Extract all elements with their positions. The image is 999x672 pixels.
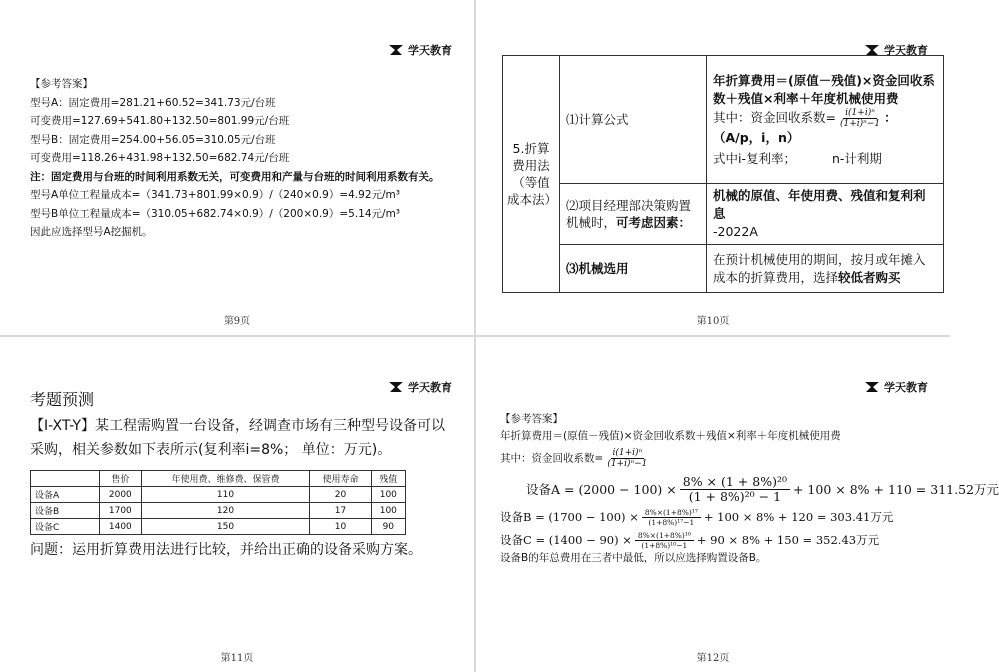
question-text: 【Ⅰ-XT-Y】某工程需购置一台设备，经调查市场有三种型号设备可以采购，相关参数如下表所示(复利率i=8%； 单位：万元)。 <box>30 418 446 458</box>
answer-conclusion: 因此应选择型号A挖掘机。 <box>30 226 153 238</box>
fraction-denominator: (1+8%)¹⁷−1 <box>648 518 695 527</box>
section-title: 考题预测 <box>30 390 95 409</box>
table-cell: 110 <box>141 487 310 503</box>
brand-logo-text: 学天教育 <box>408 381 452 394</box>
fraction-numerator: i(1+i)ⁿ <box>845 107 875 118</box>
brand-logo <box>388 379 452 395</box>
fraction-denominator: (1+i)ⁿ−1 <box>607 459 648 469</box>
fraction-numerator: i(1+i)ⁿ <box>612 448 643 458</box>
table-row <box>503 245 944 293</box>
table-cell: 10 <box>310 519 371 535</box>
question-ask: 问题：运用折算费用法进行比较，并给出正确的设备采购方案。 <box>30 542 422 558</box>
page-12 <box>476 337 999 672</box>
answer-line: 型号B：固定费用=254.00+56.05=310.05元/台班 <box>30 133 276 146</box>
table-cell: 120 <box>141 503 310 519</box>
answer-heading: 【参考答案】 <box>500 413 563 425</box>
coef-notation: ：（A/p，i，n） <box>713 109 897 145</box>
brand-logo-icon <box>864 381 880 393</box>
equation-rhs: + 100 × 8% + 120 = 303.41万元 <box>703 510 894 524</box>
table-cell: 20 <box>310 487 371 503</box>
brand-logo <box>388 42 452 58</box>
header-cell: 售价 <box>100 471 142 487</box>
equation-fraction <box>635 531 694 550</box>
method-table <box>502 55 944 293</box>
table-cell: 17 <box>310 503 371 519</box>
brand-logo-text: 学天教育 <box>884 381 928 394</box>
equation-rhs: + 90 × 8% + 150 = 352.43万元 <box>696 533 880 547</box>
table-cell: 100 <box>371 503 405 519</box>
coef-label: 其中：资金回收系数= <box>500 452 604 465</box>
fraction-denominator: (1 + 8%)²⁰ − 1 <box>688 489 782 504</box>
page-number: 第10页 <box>696 316 730 327</box>
unit-cost-a: 型号A单位工程量成本=（341.73+801.99×0.9）/（240×0.9）=4.92元/m³ <box>30 189 400 201</box>
factors-label: ⑵项目经理部决策购置机械时， <box>566 198 692 230</box>
equation-fraction <box>680 475 790 504</box>
brand-logo-icon <box>388 381 404 393</box>
page-number: 第11页 <box>220 653 254 664</box>
coef-fraction <box>838 108 882 129</box>
header-cell <box>31 471 100 487</box>
equation-rhs: + 100 × 8% + 110 = 311.52万元 <box>792 482 999 497</box>
answer-note: 注：固定费用与台班的时间利用系数无关，可变费用和产量与台班的时间利用系数有关。 <box>30 170 440 183</box>
table-cell: 设备A <box>31 487 100 503</box>
table-row <box>503 184 944 245</box>
table-header-row <box>31 471 406 487</box>
factors-label-bold: 可考虑因素： <box>616 215 692 230</box>
page-number: 第12页 <box>696 653 730 664</box>
table-cell: 100 <box>371 487 405 503</box>
selection-text: 在预计机械使用的期间，按月或年摊入成本的折算费用，选择 <box>713 251 926 285</box>
answer-conclusion: 设备B的年总费用在三者中最低，所以应选择购置设备B。 <box>500 552 767 564</box>
table-cell: 设备C <box>31 519 100 535</box>
equation-lhs: 设备A = (2000 − 100) × <box>526 482 677 497</box>
equation-b <box>500 508 940 527</box>
equation-fraction <box>642 508 701 527</box>
legend-n: n-计利期 <box>831 150 882 166</box>
fraction-denominator: (1+i)ⁿ−1 <box>839 118 881 129</box>
answer-line: 可变费用=118.26+431.98+132.50=682.74元/台班 <box>30 152 290 164</box>
table-row <box>31 487 406 503</box>
recovery-coefficient <box>500 448 940 469</box>
brand-logo-text: 学天教育 <box>408 44 452 57</box>
brand-logo-icon <box>388 44 404 56</box>
brand-logo-text: 学天教育 <box>884 44 928 57</box>
answer-line: 可变费用=127.69+541.80+132.50=801.99元/台班 <box>30 115 290 127</box>
table-cell: 设备B <box>31 503 100 519</box>
page-9 <box>0 0 474 335</box>
table-row <box>503 56 944 184</box>
variable-legend <box>713 150 937 168</box>
equation-c <box>500 531 940 550</box>
page-11 <box>0 337 474 672</box>
brand-logo <box>864 379 928 395</box>
equation-lhs: 设备B = (1700 − 100) × <box>500 510 639 524</box>
exam-year: -2022A <box>713 224 758 239</box>
formula-text: 年折算费用＝(原值－残值)×资金回收系数＋残值×利率＋年度机械使用费 <box>500 430 841 442</box>
answer-line: 型号A：固定费用=281.21+60.52=341.73元/台班 <box>30 96 276 109</box>
header-cell: 年使用费、维修费、保管费 <box>141 471 310 487</box>
fraction-numerator: 8%×(1+8%)¹⁷ <box>642 508 701 518</box>
unit-cost-b: 型号B单位工程量成本=（310.05+682.74×0.9）/（200×0.9）=5.14元/m³ <box>30 207 401 220</box>
fraction-numerator: 8%×(1+8%)¹⁰ <box>635 531 694 541</box>
recovery-coefficient <box>713 108 937 147</box>
formula-cell <box>707 56 944 184</box>
equipment-table <box>30 470 406 535</box>
answer-line: 【参考答案】 <box>30 78 93 90</box>
row-label-formula: ⑴计算公式 <box>560 56 707 184</box>
page-number: 第9页 <box>223 316 251 327</box>
selection-cell <box>707 245 944 293</box>
table-cell: 1400 <box>100 519 142 535</box>
method-name-cell: 5.折算费用法（等值成本法） <box>503 56 560 293</box>
header-cell: 使用寿命 <box>310 471 371 487</box>
table-row <box>31 519 406 535</box>
coef-fraction <box>605 448 649 469</box>
fraction-denominator: (1+8%)¹⁰−1 <box>641 541 688 550</box>
table-cell: 1700 <box>100 503 142 519</box>
selection-text-bold: 较低者购买 <box>838 269 901 285</box>
table-cell: 150 <box>141 519 310 535</box>
fraction-numerator: 8% × (1 + 8%)²⁰ <box>680 475 790 490</box>
factors-cell <box>707 184 944 245</box>
table-cell: 90 <box>371 519 405 535</box>
page-10 <box>476 0 950 335</box>
equation-lhs: 设备C = (1400 − 90) × <box>500 533 632 547</box>
table-cell: 2000 <box>100 487 142 503</box>
answer-block <box>30 75 450 242</box>
factors-text: 机械的原值、年使用费、残值和复利利息 <box>713 188 926 221</box>
coef-label: 其中：资金回收系数= <box>713 109 836 125</box>
formula-text: 年折算费用＝(原值－残值)×资金回收系数＋残值×利率＋年度机械使用费 <box>713 72 935 106</box>
legend-i: 式中i-复利率； <box>713 150 796 166</box>
row-label-selection: ⑶机械选用 <box>560 245 707 293</box>
equation-a <box>526 474 999 504</box>
table-row <box>31 503 406 519</box>
row-label-factors <box>560 184 707 245</box>
header-cell: 残值 <box>371 471 405 487</box>
answer-block <box>500 411 999 567</box>
